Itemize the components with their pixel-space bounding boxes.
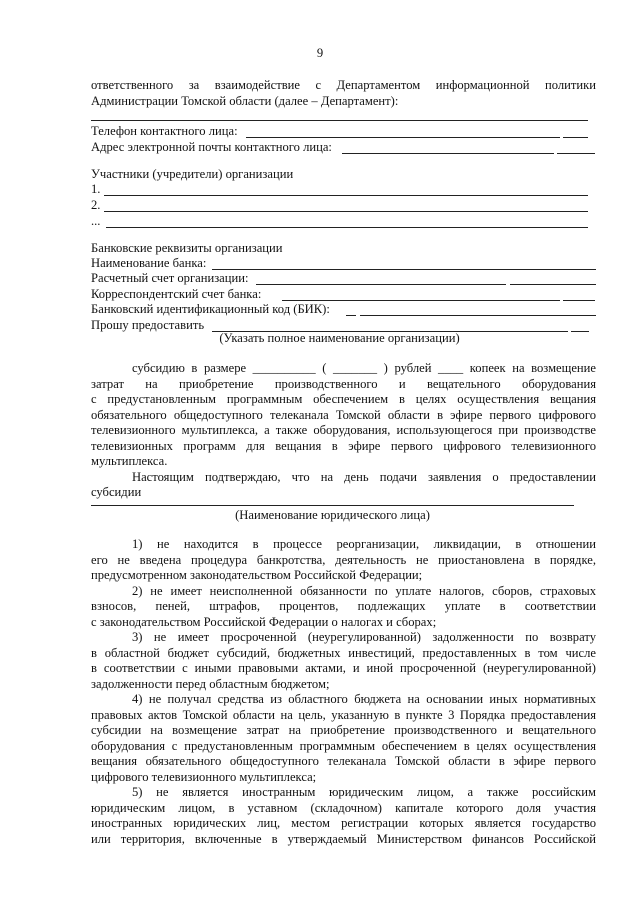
- bank-name-label: Наименование банка:: [91, 256, 207, 270]
- request-label: Прошу предоставить: [91, 318, 205, 332]
- founder-fill-line-1: [104, 195, 588, 196]
- condition-line: его не введена процедура банкротства, деятельность не приостановлена в порядке,: [91, 553, 596, 567]
- condition-line: субсидии на возмещение затрат на приобретение производственного и вещательного: [91, 723, 596, 737]
- founder-item-3: ...: [91, 214, 101, 228]
- bic-label: Банковский идентификационный код (БИК):: [91, 302, 330, 316]
- corr-account-fill-line-end: [563, 300, 595, 301]
- corr-account-fill-line: [282, 300, 560, 301]
- phone-fill-line: [246, 137, 560, 138]
- bank-name-fill-line: [212, 269, 596, 270]
- page-number: 9: [316, 46, 324, 60]
- founder-fill-line-2: [104, 211, 588, 212]
- confirm-line-2: субсидии: [91, 485, 142, 499]
- condition-line: 1) не находится в процессе реорганизации, ликвидации, в отношении: [132, 537, 596, 551]
- email-fill-line: [342, 153, 554, 154]
- founder-item-2: 2.: [91, 198, 101, 212]
- condition-line: юридическим лицом, в уставном (складочном) капитале которого доля участия: [91, 801, 596, 815]
- subsidy-line: субсидию в размере __________ ( _______ ) рублей ____ копеек на возмещение: [132, 361, 596, 375]
- corr-account-label: Корреспондентский счет банка:: [91, 287, 262, 301]
- subsidy-line: обязательного общедоступного телеканала Томской области в эфире первого цифрового: [91, 408, 596, 422]
- condition-line: 4) не получал средства из областного бюджета на основании иных нормативных: [132, 692, 596, 706]
- founders-heading: Участники (учредители) организации: [91, 167, 294, 181]
- condition-line: 5) не является иностранным юридическим лицом, а также российским: [132, 785, 596, 799]
- condition-line-last: предусмотренном законодательством Российской Федерации;: [91, 568, 423, 582]
- founder-item-1: 1.: [91, 182, 101, 196]
- confirm-line-1: Настоящим подтверждаю, что на день подачи заявления о предоставлении: [132, 470, 596, 484]
- intro-line-1: ответственного за взаимодействие с Департаментом информационной политики: [91, 78, 596, 92]
- condition-line: оборудования с предустановленным программным обеспечением в целях осуществления: [91, 739, 596, 753]
- condition-line: в соответствии с иными правовыми актами, и иной просроченной (неурегулированной): [91, 661, 596, 675]
- founder-fill-line-3: [106, 227, 588, 228]
- phone-label: Телефон контактного лица:: [91, 124, 238, 138]
- account-fill-line-end: [510, 284, 596, 285]
- phone-fill-line-end: [563, 137, 588, 138]
- condition-line: иностранных юридических лиц, местом регистрации которых является государство: [91, 816, 596, 830]
- legal-entity-fill-line: [91, 505, 574, 506]
- condition-line-last: с законодательством Российской Федерации о налогах и сборах;: [91, 615, 437, 629]
- subsidy-line: с предустановленным программным обеспечением в целях осуществления вещания: [91, 392, 596, 406]
- fill-line: [91, 120, 588, 121]
- account-label: Расчетный счет организации:: [91, 271, 249, 285]
- bic-fill-line: [360, 315, 596, 316]
- subsidy-line: телевизионного мультиплекса, а также оборудования, использующегося при производстве: [91, 423, 596, 437]
- subsidy-line: телевизионных программ для вещания в эфире первого цифрового телевизионного: [91, 439, 596, 453]
- condition-line: или территория, включенные в утверждаемый Министерством финансов Российской: [91, 832, 596, 846]
- subsidy-line-last: мультиплекса.: [91, 454, 168, 468]
- email-label: Адрес электронной почты контактного лица:: [91, 140, 332, 154]
- condition-line: вещания обязательного общедоступного телеканала Томской области в эфире первого: [91, 754, 596, 768]
- intro-line-2: Администрации Томской области (далее – Департамент):: [91, 94, 399, 108]
- subsidy-line: затрат на приобретение производственного и вещательного оборудования: [91, 377, 596, 391]
- condition-line: в областной бюджет субсидий, бюджетных инвестиций, предоставленных в том числе: [91, 646, 596, 660]
- condition-line: 3) не имеет просроченной (неурегулированной) задолженности по возврату: [132, 630, 596, 644]
- bank-heading: Банковские реквизиты организации: [91, 241, 283, 255]
- email-fill-line-end: [557, 153, 595, 154]
- org-caption: (Указать полное наименование организации): [219, 331, 460, 345]
- account-fill-line: [256, 284, 506, 285]
- condition-line-last: задолженности перед областным бюджетом;: [91, 677, 330, 691]
- legal-entity-caption: (Наименование юридического лица): [235, 508, 430, 522]
- condition-line: правовых актов Томской области на цель, указанную в пункте 3 Порядка предоставления: [91, 708, 596, 722]
- bic-fill-line-start: [346, 315, 356, 316]
- condition-line: 2) не имеет неисполненной обязанности по уплате налогов, сборов, страховых: [132, 584, 596, 598]
- condition-line: взносов, пеней, штрафов, процентов, подлежащих уплате в соответствии: [91, 599, 596, 613]
- condition-line-last: цифрового телевизионного мультиплекса;: [91, 770, 317, 784]
